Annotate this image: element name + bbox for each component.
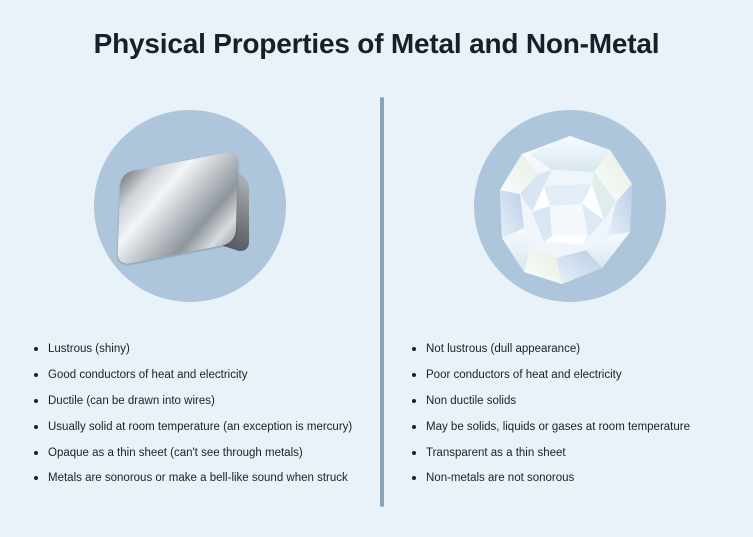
non-metal-column bbox=[390, 110, 750, 497]
diamond-icon bbox=[490, 132, 650, 292]
list-item: Lustrous (shiny) bbox=[34, 342, 370, 356]
list-item: Good conductors of heat and electricity bbox=[34, 368, 370, 382]
vertical-divider bbox=[380, 97, 384, 507]
list-item: Metals are sonorous or make a bell-like sound when struck bbox=[34, 471, 370, 485]
metal-cube-top-face bbox=[117, 150, 238, 266]
metal-image-area bbox=[10, 110, 370, 320]
metal-cube-icon bbox=[115, 154, 265, 274]
list-item: Usually solid at room temperature (an exception is mercury) bbox=[34, 420, 370, 434]
metal-property-list bbox=[34, 342, 370, 486]
list-item: May be solids, liquids or gases at room temperature bbox=[412, 420, 750, 434]
list-item: Transparent as a thin sheet bbox=[412, 446, 750, 460]
page-title: Physical Properties of Metal and Non-Metal bbox=[93, 28, 660, 59]
list-item: Non-metals are not sonorous bbox=[412, 471, 750, 485]
list-item: Opaque as a thin sheet (can't see through metals) bbox=[34, 446, 370, 460]
metal-column bbox=[10, 110, 370, 497]
list-item: Non ductile solids bbox=[412, 394, 750, 408]
list-item: Ductile (can be drawn into wires) bbox=[34, 394, 370, 408]
non-metal-property-list bbox=[412, 342, 750, 486]
list-item: Poor conductors of heat and electricity bbox=[412, 368, 750, 382]
list-item: Not lustrous (dull appearance) bbox=[412, 342, 750, 356]
non-metal-image-area bbox=[390, 110, 750, 320]
